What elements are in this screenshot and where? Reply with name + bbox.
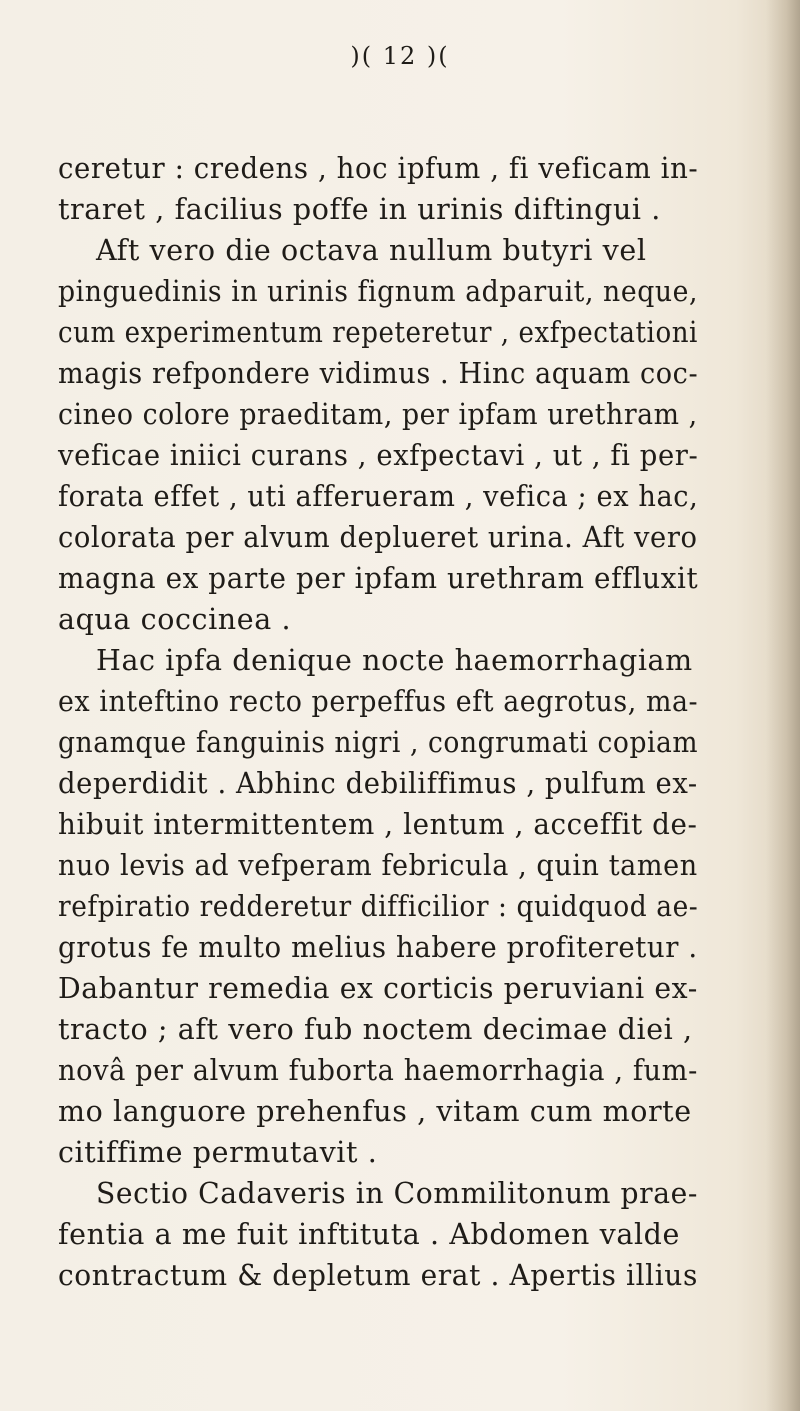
text-line: grotus fe multo melius habere profiteretur . [58, 931, 698, 964]
text-line: deperdidit . Abhinc debiliffimus , pulfum ex- [58, 767, 698, 800]
page-header: )( 12 )( [350, 42, 450, 70]
text-line: ex inteftino recto perpeffus eft aegrotus, ma- [58, 685, 699, 718]
text-line: contractum & depletum erat . Apertis illius [58, 1259, 698, 1292]
text-line: magna ex parte per ipfam urethram effluxit [58, 562, 699, 595]
text-line: fentia a me fuit inftituta . Abdomen valde [58, 1218, 680, 1251]
text-line: pinguedinis in urinis fignum adparuit, neque, [58, 275, 699, 308]
text-line: forata effet , uti afferueram , vefica ; ex hac, [58, 480, 699, 513]
text-line: colorata per alvum deplueret urina. Aft vero [58, 521, 698, 554]
text-line: cineo colore praeditam, per ipfam urethram , [58, 398, 698, 431]
text-line: novâ per alvum fuborta haemorrhagia , fum- [58, 1054, 698, 1087]
text-line: magis refpondere vidimus . Hinc aquam coc- [58, 357, 699, 390]
text-line: cum experimentum repeteretur , exfpectationi [58, 316, 698, 349]
text-line: Hac ipfa denique nocte haemorrhagiam [96, 644, 693, 677]
text-line: veficae iniici curans , exfpectavi , ut , fi per- [58, 439, 699, 472]
text-line: mo languore prehenfus , vitam cum morte [58, 1095, 692, 1128]
text-line: hibuit intermittentem , lentum , acceffit de- [58, 808, 698, 841]
text-line: Dabantur remedia ex corticis peruviani ex- [58, 972, 698, 1005]
text-line: traret , facilius poffe in urinis diftingui . [58, 193, 661, 226]
text-line: tracto ; aft vero fub noctem decimae diei , [58, 1013, 693, 1046]
text-line: citiffime permutavit . [58, 1136, 378, 1169]
text-line: aqua coccinea . [58, 603, 292, 636]
text-line: Aft vero die octava nullum butyri vel [96, 234, 647, 267]
text-line: Sectio Cadaveris in Commilitonum prae- [96, 1177, 699, 1210]
page-edge-shadow [766, 0, 800, 1411]
text-line: gnamque fanguinis nigri , congrumati copiam [58, 726, 699, 759]
text-line: ceretur : credens , hoc ipfum , fi veficam in- [58, 152, 699, 185]
text-line: refpiratio redderetur difficilior : quidquod ae- [58, 890, 699, 923]
text-line: nuo levis ad vefperam febricula , quin tamen [58, 849, 698, 882]
